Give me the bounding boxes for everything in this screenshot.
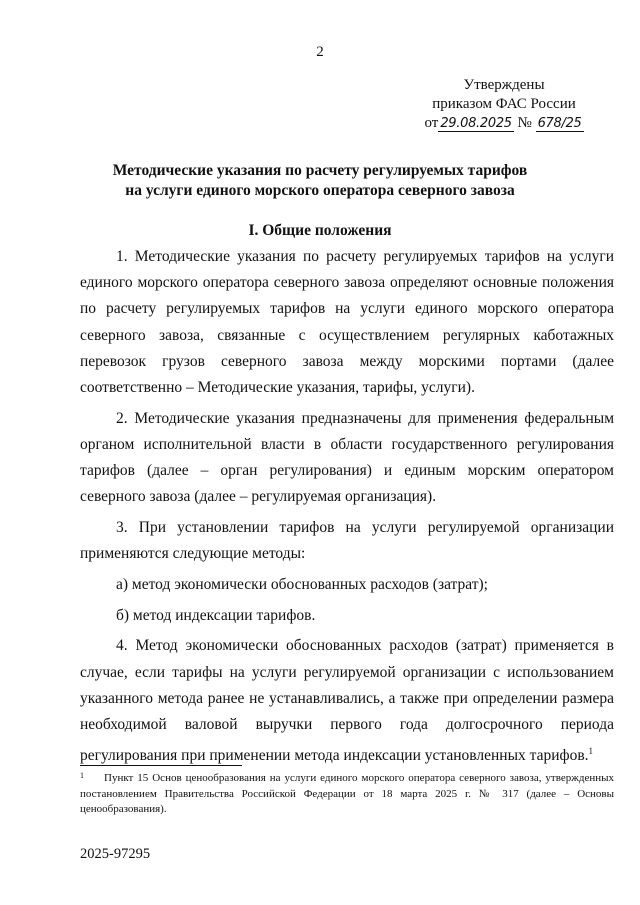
handwritten-date: 29.08.2025 [440, 116, 512, 131]
paragraph-2: 2. Методические указания предназначены для применения федеральным органом исполнительной власти в области государственного регулирования тарифов (далее – орган регулирования) и единым морским оператором северного завоза (далее – регулируемая организация). [80, 409, 614, 506]
footnote [80, 771, 614, 818]
approval-block [404, 76, 604, 133]
title-line-2: на услуги единого морского оператора северного завоза [125, 182, 515, 199]
document-code: 2025-97295 [80, 846, 151, 862]
paragraph-4-text: 4. Метод экономически обоснованных расходов (затрат) применяется в случае, если тарифы на услуги регулируемой организации с использованием указанного метода ранее не устанавливались, а также при определении размера необходимой валовой выручки первого года долгосрочного периода регулирования при применении метода индексации установленных тарифов. [80, 637, 614, 765]
footnote-reference[interactable]: 1 [588, 746, 594, 757]
paragraph-3-item-a: а) метод экономически обоснованных расходов (затрат); [116, 575, 488, 593]
handwritten-order-number: 678/25 [537, 116, 582, 131]
paragraph-1: 1. Методические указания по расчету регулируемых тарифов на услуги единого морского оператора северного завоза определяют основные положения по расчету регулируемых тарифов на услуги единого морского оператора северного завоза, связанные с осуществлением регулярных каботажных перевозок грузов северного завоза между морскими портами (далее соответственно – Методические указания, тарифы, услуги). [80, 248, 614, 397]
paragraph-4 [80, 633, 614, 769]
page-number: 2 [316, 44, 324, 60]
document-body [80, 244, 614, 774]
footnote-mark: 1 [80, 771, 84, 780]
number-prefix: № [517, 115, 532, 131]
paragraph-3: 3. При установлении тарифов на услуги регулируемой организации применяются следующие методы: [80, 519, 614, 563]
date-prefix: от [424, 115, 439, 131]
paragraph-3-item-b: б) метод индексации тарифов. [116, 606, 316, 624]
approval-line-2: приказом ФАС России [432, 96, 576, 112]
approval-date-line [404, 114, 604, 133]
approval-line-1: Утверждены [463, 77, 545, 93]
footnote-text: Пункт 15 Основ ценообразования на услуги единого морского оператора северного завоза, утвержденных постановлением Правительства Российской Федерации от 18 марта 2025 г. № 317 (далее – Основы ценообразования). [80, 772, 614, 815]
document-title [80, 161, 560, 201]
title-line-1: Методические указания по расчету регулируемых тарифов [112, 162, 528, 179]
section-heading: I. Общие положения [248, 222, 392, 239]
footnote-divider [80, 765, 242, 766]
